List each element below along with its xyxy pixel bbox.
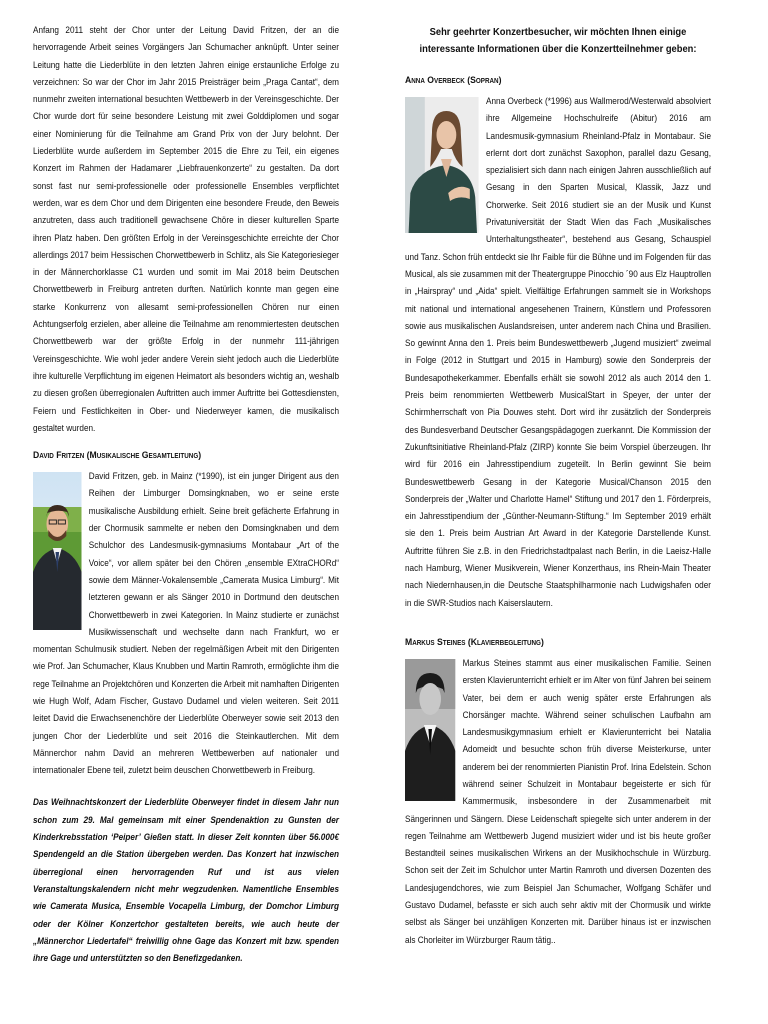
choir-history-paragraph: Anfang 2011 steht der Chor unter der Leitung David Fritzen, der an die hervorragende Arbeit seines Vorgängers Jan Schumacher anknüpft. Unter seiner Leitung hatte die Liederblüte in den letzten Jahren einige erstaunliche Erfolge zu verzeichnen: So war der Chor im Jahr 2015 Preisträger beim „Praga Cantat“, dem nunmehr zweiten international besuchten Wettbewerb in der Vereinsgeschichte. Der Chor wurde dort für seine besondere Leistung mit zwei Golddiplomen und sogar einer Nominierung für die Teilnahme am Grand Prix von der Jury belohnt. Der Liederblüte wurde außerdem im September 2015 die Ehre zu Teil, ein eigenes Konzert im Rahmen der Hadamarer „Liebfrauenkonzerte“ zu gestalten. Da dort sonst fast nur semi-professionelle oder professionelle Ensembles verpflichtet werden, war es dem Chor und dem Dirigenten eine besondere Freude, den Beweis anzutreten, dass auch traditionell gewachsene Chöre in dieser kulturellen Sparte ihren Platz haben. Den größten Erfolg in der Vereinsgeschichte erreichte der Chor allerdings 2017 beim Hessischen Chorwettbewerb in Schlitz, als Sie Kategoriesieger in der Männerchorklasse C1 wurden und somit im Mai 2018 beim Deutschen Chorwettbewerb in Freiburg antreten durften. Natürlich konnte man gegen eine starke Konkurrenz von allesamt semi-professionellen Chören nur einen Achtungserfolg erzielen, aber alleine die Teilnahme am renommiertesten deutschen Chorwettbewerb war der größte Erfolg in der nunmehr 111-jährigen Vereinsgeschichte. Wie wohl jeder andere Verein sieht jedoch auch die Liederblüte ihre kulturelle Verpflichtung im eigenen Heimatort als besonders wichtig an, weshalb zu diesen großen überregionalen Auftritten auch immer Auftritte bei Gottesdiensten, Feiern und Festlichkeiten in Ober- und Niederweyer kamen, die musikalisch gestaltet wurden.: [33, 25, 339, 433]
david-fritzen-photo: [33, 472, 82, 630]
right-column: [405, 24, 711, 949]
steines-heading: Markus Steines (Klavierbegleitung): [405, 636, 544, 648]
fritzen-bio: David Fritzen, geb. in Mainz (*1990), ist ein junger Dirigent aus den Reihen der Limburger Domsingknaben, wo er seine erste musikalische Ausbildung erhielt. Seine breit gefächerte Erfahrung in der Chormusik sammelte er neben den Domsingknaben und dem Schulchor des Landesmusik-gymnasiums Montabaur „Art of the Voice“, vor allem später bei den Chören „ensemble EXtraCHORd“ sowie dem Männer-Vokalensemble „Camerata Musica Limburg“. Mit letzteren gewann er als Sänger 2010 in Dortmund den deutschen Chorwettbewerb in zwei Kategorien. In Mainz studierte er zunächst Musikwissenschaft und wechselte dann nach Frankfurt, wo er momentan Schulmusik studiert. Neben der regelmäßigen Arbeit mit den Dirigenten wie Prof. Jan Schumacher, Klaus Knubben und Martin Ramroth, ermöglichte ihm die rege Teilnahme an Projektchören und Konzerten die Arbeit mit namhaften Dirigenten wie Hugh Wolf, Adam Fischer, Gustavo Dudamel und vielen weiteren. Seit 2011 leitet David die Erwachsenenchöre der Liederblüte Oberweyer sowie seit 2013 den jungen Chor der Liederblüte und seit 2016 die Steinkautlerchen. Mit dem Männerchor nahm David an mehreren Wettbewerben auf nationaler und internationaler Ebene teil, zuletzt beim deuschen Chorwettbewerb in Freiburg.: [33, 471, 339, 776]
markus-steines-photo: [405, 659, 455, 801]
overbeck-heading: Anna Overbeck (Sopran): [405, 75, 502, 86]
steines-bio: Markus Steines stammt aus einer musikalischen Familie. Seinen ersten Klavierunterricht erhielt er im Alter von fünf Jahren bei seinem Vater, bei dem er auch wenig später erste Erfahrungen als Chorsänger machte. Während seiner schulischen Laufbahn am Landesmusikgymnasium erhielt er Klavierunterricht bei Natalia Adomeidt und besuchte schon früh diverse Meisterkurse, unter anderem bei der renommierten Pianistin Prof. Irina Edelstein. Schon während seiner Schulzeit in Montabaur begeisterte er sich für Kammermusik, insbesondere in der Zusammenarbeit mit Sängerinnen und Sängern. Diese Leidenschaft spiegelte sich unter anderem in der regen Teilnahme am Wettbewerb Jugend musiziert wider und ist bis heute großer Bestandteil seines musikalischen Wirkens an der Musikhochschule in Würzburg. Schon seit der Zeit im Schulchor unter Martin Ramroth und diversen Dozenten des Landesjugendchores, wie zum Beispiel Jan Schumacher, Wolfgang Schäfer und Gustavo Dudamel, befasste er sich auch sehr aktiv mit der Chormusik und wirkte selbst als Sänger bei unzähligen Konzerten mit. Darüber hinaus ist er inzwischen als Chorleiter im Würzburger Raum tätig..: [405, 657, 711, 945]
concert-notice: Das Weihnachtskonzert der Liederblüte Oberweyer findet in diesem Jahr nun schon zum 29. Mal gemeinsam mit einer Spendenaktion zu Gunsten der Kinderkrebsstation ‘Peiper’ Gießen statt. In dieser Zeit konnten über 56.000€ Spendengeld an die Station übergeben werden. Das Konzert hat inzwischen überregional einen hervorragenden Ruf und ist aus vielen Veranstaltungskalendern nicht mehr wegzudenken. Namentliche Ensembles wie Camerata Musica, Ensemble Vocapella Limburg, der Domchor Limburg oder der Kölner Konzertchor gestalteten bereits, wie auch heute der „Männerchor Liedertafel“ freiwillig ohne Gage das Konzert mit bzw. spenden ihre Gage und unterstützten so den Benefizgedanken.: [33, 797, 339, 964]
intro-title: Sehr geehrter Konzertbesucher, wir möchten Ihnen einige interessante Informationen über die Konzertteilnehmer geben:: [419, 27, 697, 55]
anna-overbeck-photo: [405, 97, 479, 233]
left-column: [33, 22, 339, 967]
overbeck-bio: Anna Overbeck (*1996) aus Wallmerod/Westerwald absolviert ihre Allgemeine Hochschulreife (Abitur) 2016 am Landesmusik-gymnasium Rheinland-Pfalz in Montabaur. Sie erlernt dort dort zunächst Saxophon, parallel dazu Gesang, spezialisiert sich dann nach einigen Jahren ausschließlich auf Gesang in den Sparten Musical, Klassik, Jazz und Chorwerke. Seit 2016 studiert sie an der Musik und Kunst Privatuniversität der Stadt Wien das Fach „Musikalisches Unterhaltungstheater“, bestehend aus Gesang, Schauspiel und Tanz. Schon früh entdeckt sie Ihr Faible für die Bühne und im Folgenden für das Musical, als sie zusammen mit der Theatergruppe Pinocchio ´90 aus Elz Hauptrollen in „Hairspray“ und „Aida“ spielt. Vielfältige Erfahrungen sammelt sie in Workshops mit national und international angesehenen Trainern, Künstlern und Professoren sowie aus musikalischen Auslandsreisen, unter anderem nach China und Brasilien. So gewinnt Anna den 1. Preis beim Bundeswettbewerb „Jugend musiziert“ zweimal in Folge (2012 in Stuttgart und 2015 in Hamburg) sowie den Sonderpreis der Bundesapothekerkammer. Ebenfalls erhält sie sowohl 2012 als auch 2014 den 1. Preis beim renommierten Wettbewerb MusicalStart in Speyer, der unter der Schirmherrschaft von Pia Douwes steht. Dort wird ihr zusätzlich der Sonderpreis des Bundesverband Deutscher Gesangspädagogen zuerkannt. Die Kommission der Zukunftsinitiative Rheinland-Pfalz (ZIRP) konnte Sie beim Vorspiel überzeugen. Ihr wird für 2016 ein Jahresstipendium zugeteilt. In Berlin gewinnt Sie beim Bundeswettbewerb Gesang in der Kategorie Musical/Chanson 2015 den Sonderpreis der „Walter und Charlotte Hamel“ Stiftung und 2017 den 1. Förderpreis, ein Jahresstipendium der „Günther-Neumann-Stiftung.“ Im September 2019 erhält sie den 1. Preis beim Austrian Art Award in der Kategorie Darstellende Kunst. Auftritte führen Sie z.B. in den Friedrichstadtpalast nach Berlin, in die Laeisz-Halle nach Hamburg, Wiener Musikverein, Wiener Konzerthaus, ins Rhein-Main Theater nach Niedernhausen,in die Deutsche Staatsphilharmonie nach Ludwigshafen oder in die SWR-Studios nach Kaiserslautern.: [405, 96, 711, 608]
fritzen-heading: David Fritzen (Musikalische Gesamtleitung): [33, 450, 202, 462]
